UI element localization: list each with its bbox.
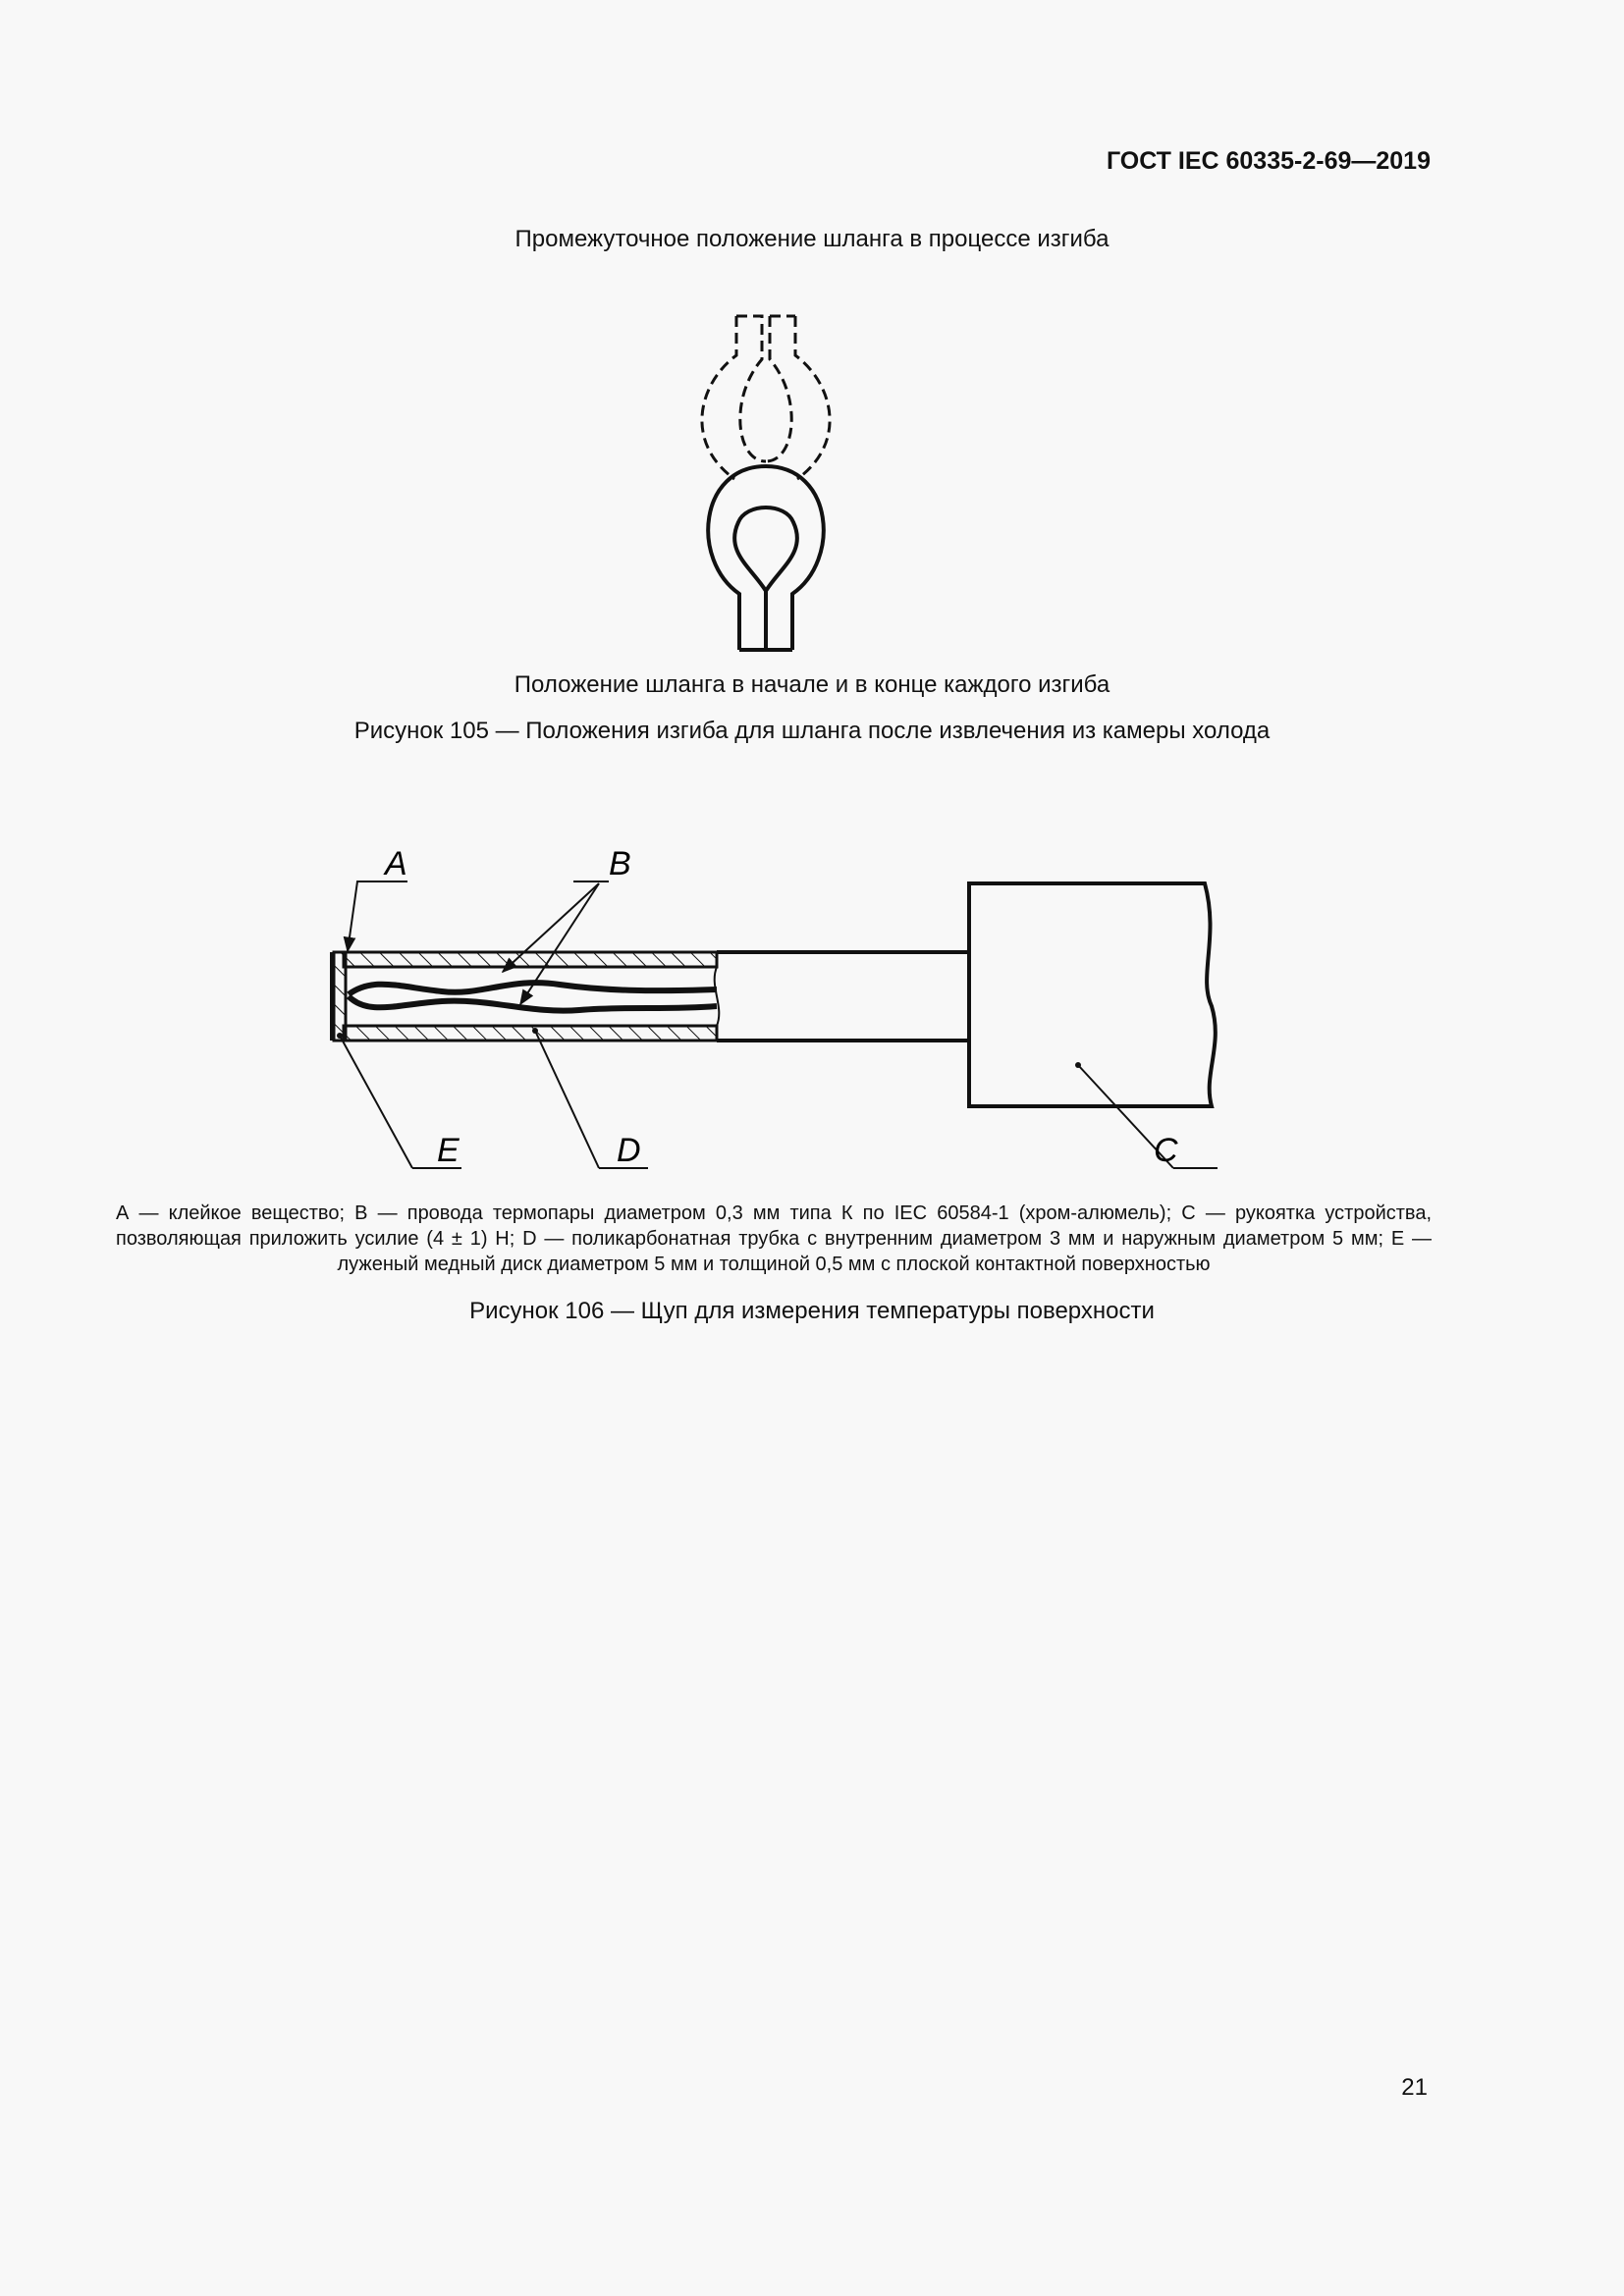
tube-wall-top [344, 952, 717, 967]
leader-c [1078, 1065, 1218, 1168]
label-d: D [617, 1132, 641, 1169]
leader-d-dot [532, 1028, 538, 1034]
hose-intermediate-position [702, 316, 830, 479]
leader-a [348, 881, 407, 951]
figure106-legend: А — клейкое вещество; В — провода термопары диаметром 0,3 мм типа К по IEC 60584-1 (хром-алюмель); С — рукоятка устройства, позволяющая приложить усилие (4 ± 1) Н; D — поликарбонатная трубка с внутренним диаметром 3 мм и наружным диаметром 5 мм; Е — луженый медный диск диаметром 5 мм и толщиной 0,5 мм с плоской контактной поверхностью [116, 1202, 1432, 1275]
adhesive-a [334, 952, 346, 1041]
probe-rod [717, 952, 969, 1041]
label-a: A [385, 845, 407, 882]
page-number: 21 [1401, 2074, 1428, 2101]
figure106-probe-drawing [314, 829, 1237, 1183]
figure105-bottom-label: Положение шланга в начале и в конце каждого изгиба [514, 671, 1110, 698]
leader-c-dot [1075, 1062, 1081, 1068]
label-e: E [437, 1132, 460, 1169]
label-b: B [609, 845, 631, 882]
probe-handle [969, 883, 1216, 1106]
thermocouple-wire-2 [349, 996, 717, 1011]
figure105-caption: Рисунок 105 — Положения изгиба для шланга после извлечения из камеры холода [353, 718, 1271, 744]
figure105-top-label: Промежуточное положение шланга в процессе изгиба [514, 226, 1110, 252]
tube-break-line [715, 967, 720, 1026]
figure105-hose-drawing [687, 304, 864, 658]
label-c: C [1154, 1132, 1178, 1169]
hose-start-end-position [708, 466, 824, 650]
document-header: ГОСТ IEC 60335-2-69—2019 [1106, 147, 1431, 175]
figure106-caption: Рисунок 106 — Щуп для измерения температуры поверхности [469, 1298, 1155, 1324]
leader-e-dot [337, 1033, 343, 1039]
tube-wall-bottom [344, 1026, 717, 1041]
